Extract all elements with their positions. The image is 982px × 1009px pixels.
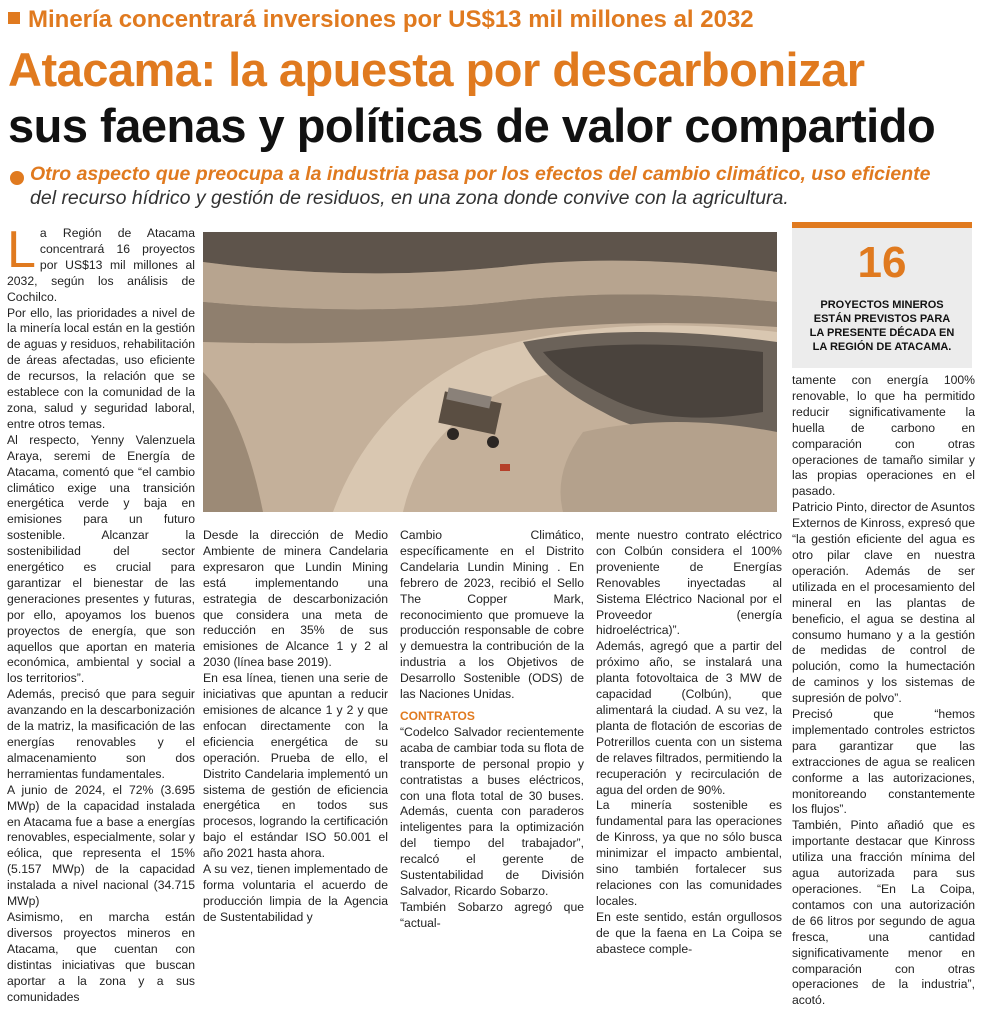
stat-box	[792, 222, 972, 368]
paragraph: Cambio Climático, específicamente en el Distrito Candelaria Lundin Mining . En febrero de 2023, recibió el Sello The Copper Mark, reconocimiento que promueve la producción responsable de cobre y demuestra la contribución de la industria a los Objetivos de Desarrollo Sostenible (ODS) de las Naciones Unidas.	[400, 528, 584, 702]
article-column-4	[596, 528, 782, 957]
article-column-5	[792, 373, 975, 1009]
subhead: CONTRATOS	[400, 708, 475, 723]
paragraph: En este sentido, están orgullosos de que la faena en La Coipa se abastece comple-	[596, 909, 782, 956]
paragraph: Desde la dirección de Medio Ambiente de minera Candelaria expresaron que Lundin Mining está implementando una estrategia de descarbonización que considera una meta de reducción en 35% de sus emisiones de Alcance 1 y 2 al 2030 (línea base 2019).	[203, 528, 388, 670]
article-column-2	[203, 528, 388, 926]
paragraph: A su vez, tienen implementado de forma voluntaria el acuerdo de producción limpia de la Agencia de Sustentabilidad y	[203, 862, 388, 924]
kicker-square-icon	[8, 12, 20, 24]
paragraph: En esa línea, tienen una serie de iniciativas que apuntan a reducir emisiones de alcance 1 y 2 y que enfocan directamente con la eficiencia energética de su operación. Prueba de ello, el Distrito Candelaria implementó un sistema de gestión de eficiencia energética en todos sus procesos, logrando la certificación bajo el estándar ISO 50.001 el año 2021 hasta ahora.	[203, 671, 388, 861]
paragraph: Precisó que “hemos implementado controles estrictos para garantizar que las extracciones de agua se realicen conforme a las autorizaciones, monitoreando constantemente los flujos”.	[792, 707, 975, 817]
dek-rest: del recurso hídrico y gestión de residuos, en una zona donde convive con la agricultura.	[30, 187, 789, 209]
dek	[30, 162, 975, 210]
paragraph: “Codelco Salvador recientemente acaba de cambiar toda su flota de transporte de personal propio y contratistas a buses eléctricos, con una flota total de 30 buses. Además, cuenta con paraderos inteligentes para la optimización del tiempo del trabajador”, recalcó el gerente de Sustentabilidad de División Salvador, Ricardo Sobarzo.	[400, 724, 584, 898]
paragraph: Asimismo, en marcha están diversos proyectos mineros en Atacama, que cuentan con distintas iniciativas que buscan aportar a la zona y a sus comunidades	[7, 909, 195, 1004]
paragraph: Además, agregó que a partir del próximo año, se instalará una planta fotovoltaica de 3 MW de capacidad (Colbún), que alimentará la ciudad. A su vez, la planta de flotación de escorias de Potrerillos cuenta con un sistema de relaves filtrados, permitiendo la recuperación y recirculación de agua del orden de 90%.	[596, 639, 782, 797]
stat-number: 16	[857, 238, 907, 287]
paragraph: tamente con energía 100% renovable, lo que ha permitido reducir significativamente la huella de carbono en comparación con otras operaciones de tamaño similar y las propias operaciones en el pasado.	[792, 373, 975, 499]
article-column-1	[7, 221, 195, 1005]
paragraph: También, Pinto añadió que es importante destacar que Kinross utiliza una fracción mínima del agua autorizada para sus operaciones. “En La Coipa, contamos con una autorización de 66 litros por segundo de agua fresca, una cantidad significativamente menor en comparación con otras operaciones de la industria”, acotó.	[792, 818, 975, 1008]
kicker	[8, 6, 978, 34]
paragraph: mente nuestro contrato eléctrico con Colbún considera el 100% proveniente de Energías Renovables inyectadas al Sistema Eléctrico Nacional por el Proveedor (energía hidroeléctrica)”.	[596, 528, 782, 638]
headline-line-2: sus faenas y políticas de valor compartido	[8, 99, 936, 152]
paragraph: Al respecto, Yenny Valenzuela Araya, seremi de Energía de Atacama, comentó que “el cambio climático exige una transición energética verde y baja en emisiones para un futuro sostenible. Alcanzar la sostenibilidad del sector energético es crucial para garantizar el bienestar de las generaciones presentes y futuras, por ello, apoyamos los buenos proyectos de energía, que son aquellos que aportan en materia económica, ambiental y social a los territorios”.	[7, 432, 195, 686]
paragraph: También Sobarzo agregó que “actual-	[400, 899, 584, 930]
paragraph: Además, precisó que para seguir avanzando en la descarbonización de la matriz, la masificación de las energías renovables y el almacenamiento son dos herramientas fundamentales.	[7, 687, 195, 781]
open-pit-mine-illustration	[203, 232, 777, 512]
article-column-3	[400, 528, 584, 932]
dropcap: L	[7, 221, 36, 279]
dek-highlight: Otro aspecto que preocupa a la industria pasa por los efectos del cambio climático, uso eficiente	[30, 163, 931, 185]
kicker-text: Minería concentrará inversiones por US$13 mil millones al 2032	[28, 6, 754, 33]
paragraph: a Región de Atacama concentrará 16 proyectos por US$13 mil millones al 2032, según los análisis de Cochilco.	[7, 226, 195, 304]
mine-photo	[203, 232, 777, 512]
pickup-truck-icon	[500, 464, 510, 471]
stat-caption: PROYECTOS MINEROS ESTÁN PREVISTOS PARA LA PRESENTE DÉCADA EN LA REGIÓN DE ATACAMA.	[809, 299, 955, 353]
headline-line-1: Atacama: la apuesta por descarbonizar	[8, 43, 865, 96]
dek-bullet-icon	[10, 171, 24, 185]
paragraph: Por ello, las prioridades a nivel de la minería local están en la gestión de aguas y residuos, rehabilitación de áreas afectadas, uso eficiente de recursos, la relación que se establece con la comunidad de la zona, salud y seguridad laboral, entre otros temas.	[7, 305, 195, 431]
paragraph: La minería sostenible es fundamental para las operaciones de Kinross, ya que no sólo busca minimizar el impacto ambiental, sino también fortalecer sus relaciones con las comunidades locales.	[596, 798, 782, 908]
paragraph: Patricio Pinto, director de Asuntos Externos de Kinross, expresó que “la gestión eficiente del agua es otro pilar clave en nuestra operación. Además de ser utilizada en el procesamiento del mineral en las plantas de beneficio, el agua se destina al consumo humano y a la gestión de medidas de control de polución, como la humectación de caminos y los sistemas de supresión de polvo”.	[792, 500, 975, 706]
paragraph: A junio de 2024, el 72% (3.695 MWp) de la capacidad instalada en Atacama fue a base a energías renovables, especialmente, solar y eólica, que representa el 15% (5.157 MWp) de la capacidad instalada a nivel nacional (34.715 MWp)	[7, 782, 195, 909]
